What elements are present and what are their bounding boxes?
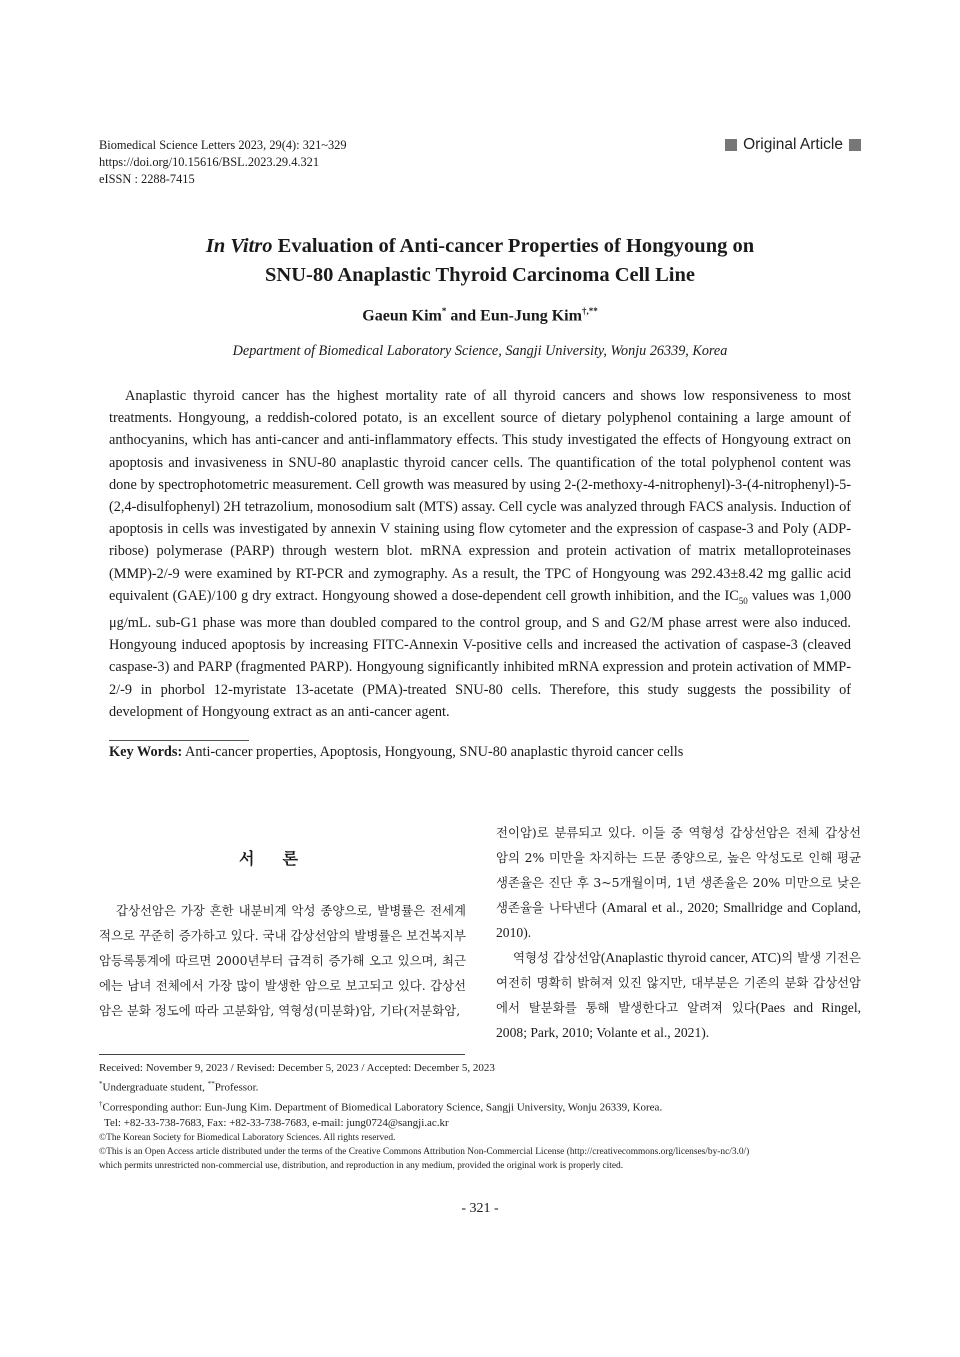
journal-info (99, 137, 347, 188)
footnote-text: Professor. (214, 1081, 259, 1094)
author-mark: * (441, 306, 447, 316)
footnotes (99, 1060, 869, 1173)
received-dates: Received: November 9, 2023 / Revised: December 5, 2023 / Accepted: December 5, 2023 (99, 1062, 495, 1074)
section-heading: 서론 (239, 849, 326, 868)
article-type-label: Original Article (743, 136, 843, 153)
body-paragraph (496, 945, 861, 1045)
citation: (Paes and Ringel, 2008; Park, 2010; Volante et al., 2021). (496, 1000, 861, 1040)
title-line-2: SNU-80 Anaplastic Thyroid Carcinoma Cell Line (265, 264, 695, 286)
title-line-1-rest: Evaluation of Anti-cancer Properties of Hongyoung on (272, 235, 755, 257)
footnote-mark: ** (207, 1080, 215, 1088)
footnote-mark: † (99, 1099, 103, 1108)
square-icon (725, 139, 737, 151)
keywords-text: Anti-cancer properties, Apoptosis, Hongyoung, SNU-80 anaplastic thyroid cancer cells (182, 744, 684, 760)
body-paragraph (496, 820, 861, 945)
footnote-divider (99, 1054, 465, 1055)
square-icon (849, 139, 861, 151)
abstract-subscript: 50 (738, 595, 748, 606)
citation: (Amaral et al., 2020; Smallridge and Copland, 2010). (496, 900, 861, 940)
body-text-en: (Anaplastic thyroid cancer, ATC) (600, 950, 782, 965)
author-roles (99, 1076, 869, 1096)
title-italic: In Vitro (205, 235, 273, 257)
affiliation: Department of Biomedical Laboratory Science, Sangji University, Wonju 26339, Korea (232, 343, 728, 359)
paper-title (0, 232, 960, 290)
abstract-text: Anaplastic thyroid cancer has the highest mortality rate of all thyroid cancers and shows low responsiveness to most treatments. Hongyoung, a reddish-colored potato, is an excellent source of dietary polyphenol containing a large amount of anthocyanins, which has anti-cancer and anti-inflammatory effects. This study investigated the effects of Hongyoung extract on apoptosis and invasiveness in SNU-80 anaplastic thyroid cancer cells. The quantification of the total polyphenol content was done by spectrophotometric measurement. Cell growth was measured by using 2-(2-methoxy-4-nitrophenyl)-3-(4-nitrophenyl)-5-(2,4-disulfophenyl) 2H tetrazolium, monosodium salt (MTS) assay. Cell cycle was analyzed through FACS analysis. Induction of apoptosis in cells was investigated by annexin V staining using flow cytometer and the expression of caspase-3 and Poly (ADP-ribose) polymerase (PARP) through western blot. mRNA expression and protein activation of matrix metalloproteinases (MMP)-2/-9 were examined by RT-PCR and zymography. As a result, the TPC of Hongyoung was 292.43±8.42 mg gallic acid equivalent (GAE)/100 g dry extract. Hongyoung showed a dose-dependent cell growth inhibition, and the IC (109, 388, 851, 604)
footnote-text: Corresponding author: Eun-Jung Kim. Department of Biomedical Laboratory Science, Sangji University, Wonju 26339, Korea. (102, 1101, 663, 1114)
body-text: 역형성 갑상선암 (513, 950, 601, 965)
abstract (109, 385, 851, 723)
corresponding-author (99, 1096, 869, 1116)
author-conjunction: and (446, 307, 481, 325)
body-text: 의 발생 기전은 여전히 명확히 밝혀져 있진 않지만, 대부분은 기존의 분화 갑상선암에서 탈분화를 통해 발생한다고 알려져 있다 (496, 950, 861, 1015)
author-list (0, 306, 960, 325)
license-line-2: which permits unrestricted non-commercial use, distribution, and reproduction in any medium, provided the original work is properly cited. (99, 1161, 624, 1172)
license-line-1: ©This is an Open Access article distributed under the terms of the Creative Commons Attribution Non-Commercial License (http://creativecommons.org/licenses/by-nc/3.0/) (99, 1147, 750, 1158)
author-name: Gaeun Kim (362, 307, 442, 325)
contact-info: Tel: +82-33-738-7683, Fax: +82-33-738-7683, e-mail: jung0724@sangji.ac.kr (104, 1117, 449, 1130)
author-mark: †,** (581, 306, 598, 316)
page-number: - 321 - (461, 1201, 499, 1216)
author-name: Eun-Jung Kim (480, 307, 582, 325)
keywords (109, 744, 869, 761)
body-column-left: 갑상선암은 가장 흔한 내분비계 악성 종양으로, 발병률은 전세계적으로 꾸준히 증가하고 있다. 국내 갑상선암의 발병률은 보건복지부 암등록통계에 따르면 2000년부터 급격히 증가해 오고 있으며, 최근에는 남녀 전체에서 가장 많이 발생한 암으로 보고되고 있다. 갑상선암은 분화 정도에 따라 고분화암, 역형성(미분화)암, 기타(저분화암, (99, 903, 466, 1018)
title-line-1 (0, 232, 960, 261)
body-column-right (496, 820, 861, 1045)
issn: eISSN : 2288-7415 (99, 172, 195, 186)
footnote-text: Undergraduate student, (102, 1081, 208, 1094)
abstract-text: values was 1,000 μg/mL. sub-G1 phase was more than doubled compared to the control group, and S and G2/M phase arrest were also induced. Hongyoung induced apoptosis by increasing FITC-Annexin V-positive cells and increased the activation of caspase-3 (cleaved caspase-3) and PARP (fragmented PARP). Hongyoung significantly inhibited mRNA expression and protein activation of MMP-2/-9 in phorbol 12-myristate 13-acetate (PMA)-treated SNU-80 cells. Therefore, this study suggests the possibility of development of Hongyoung extract as an anti-cancer agent. (109, 587, 851, 720)
journal-citation: Biomedical Science Letters 2023, 29(4): 321~329 (99, 138, 347, 152)
copyright: ©The Korean Society for Biomedical Laboratory Sciences. All rights reserved. (99, 1133, 396, 1144)
body-text: 전이암)로 분류되고 있다. 이들 중 역형성 갑상선암은 전체 갑상선 암의 2% 미만을 차지하는 드문 종양으로, 높은 악성도로 인해 평균 생존율은 진단 후 3~5개월이며, 1년 생존율은 20% 미만으로 낮은 생존율을 나타낸다 (496, 825, 861, 915)
keywords-label: Key Words: (109, 744, 183, 760)
keywords-divider (109, 740, 249, 741)
doi-link[interactable]: https://doi.org/10.15616/BSL.2023.29.4.321 (99, 155, 320, 169)
article-type-badge (725, 136, 861, 154)
footnote-mark: * (99, 1080, 103, 1088)
